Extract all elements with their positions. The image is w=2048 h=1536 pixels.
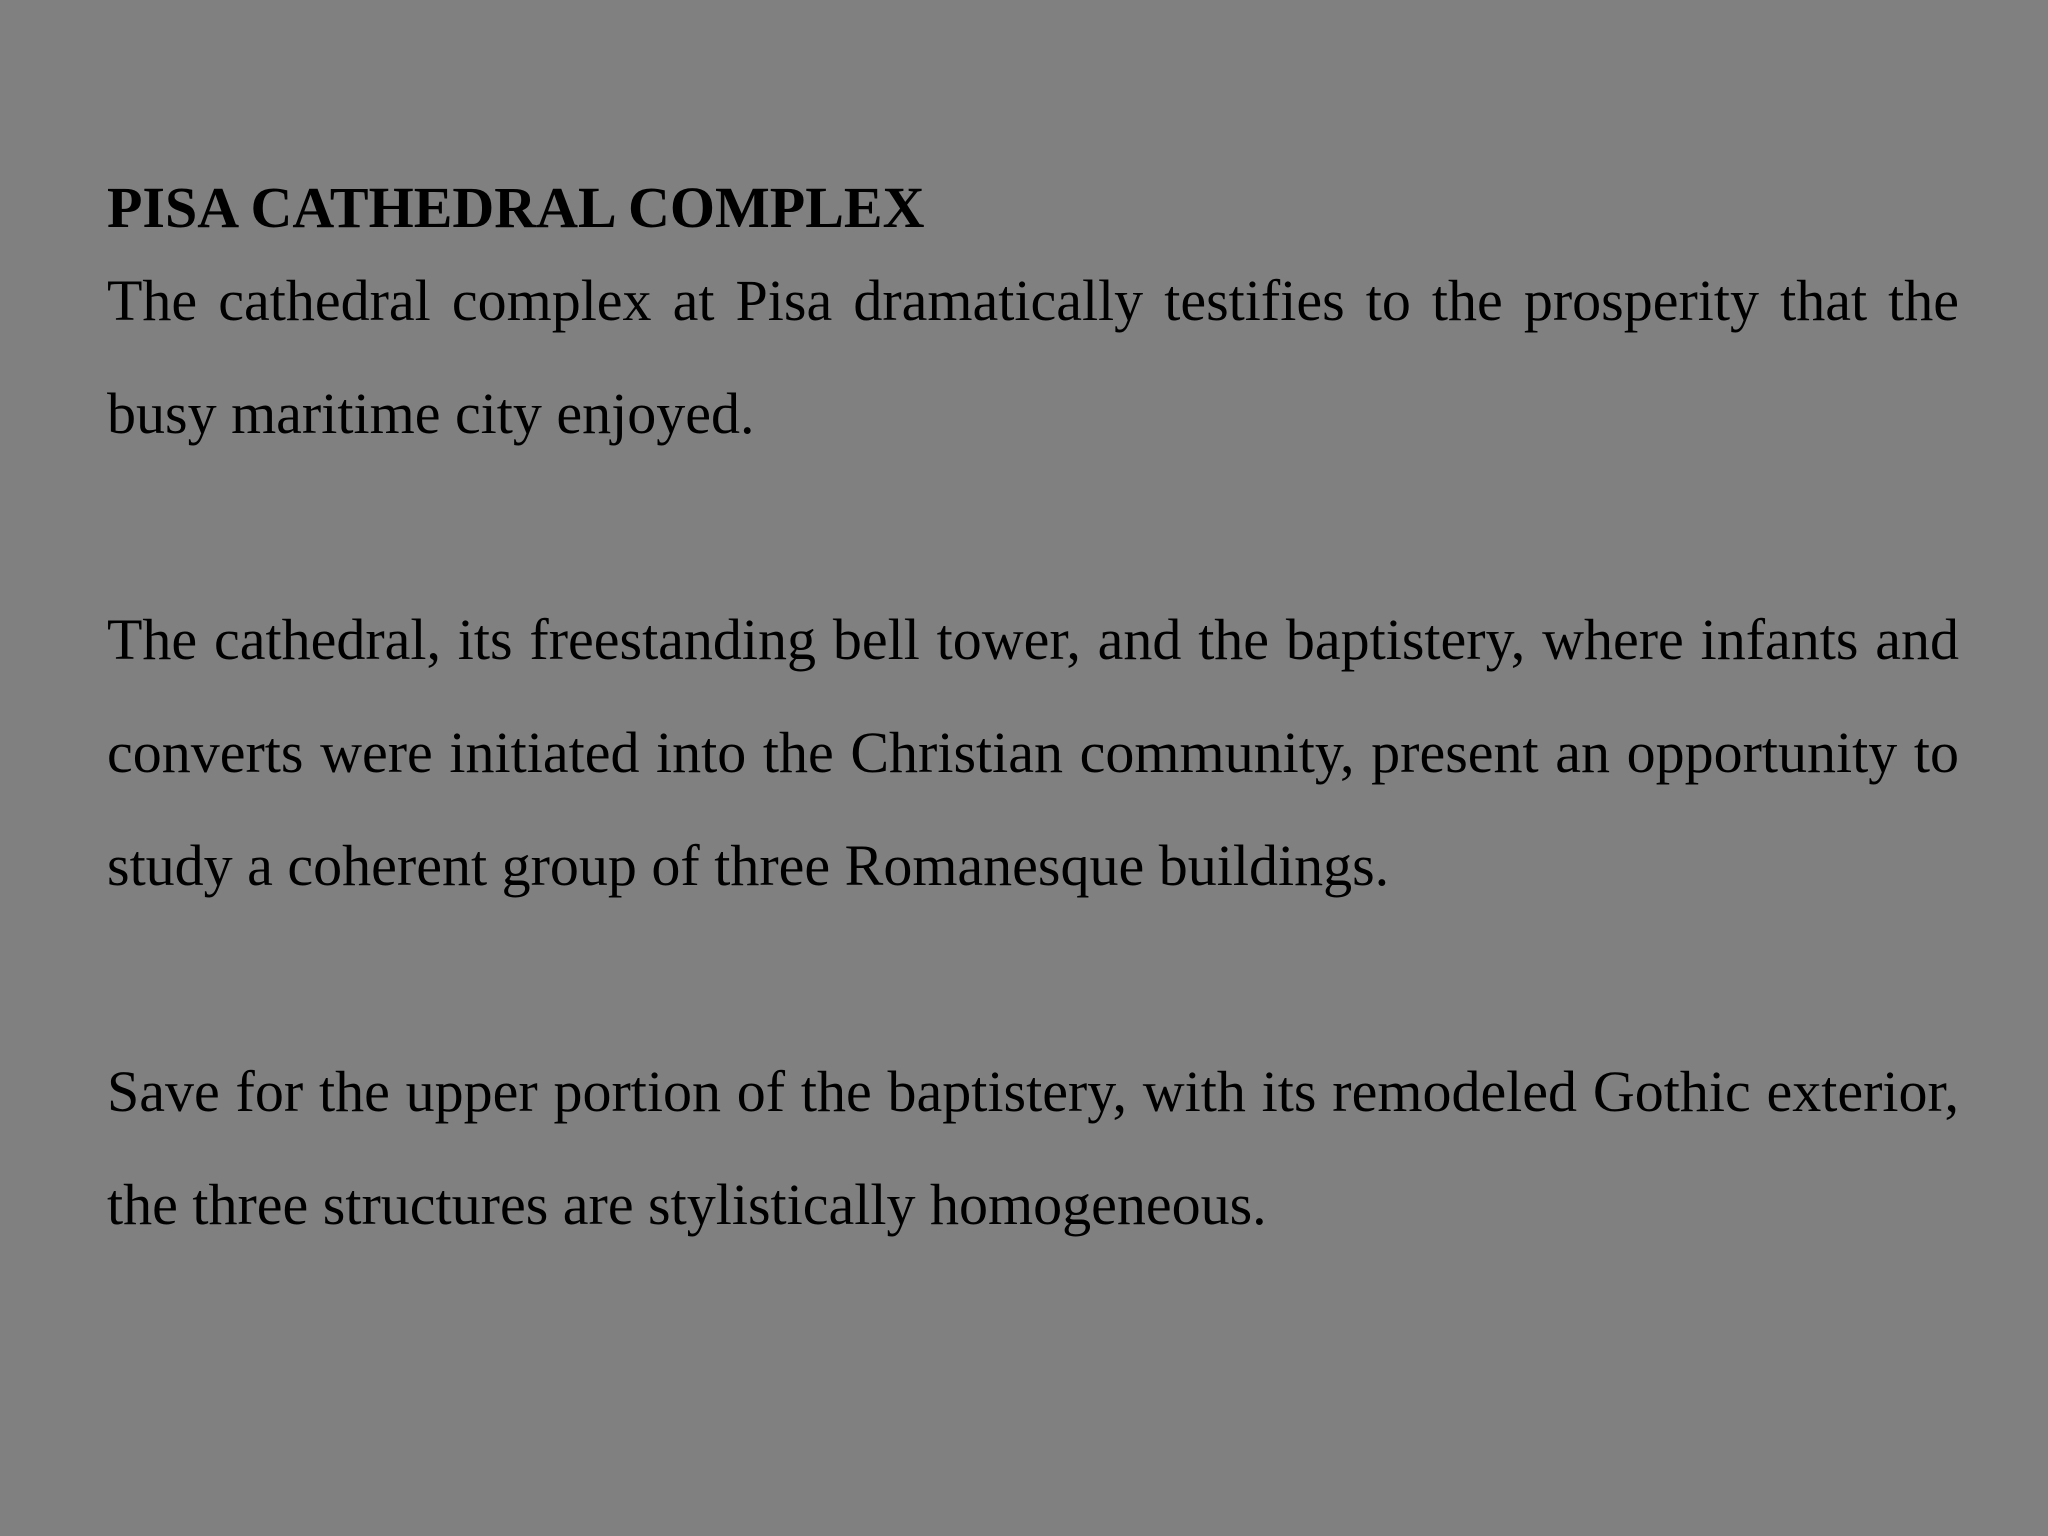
paragraph-prosperity: The cathedral complex at Pisa dramatically testifies to the prosperity that the busy maritime city enjoyed. <box>107 268 1959 446</box>
slide-content <box>107 172 1959 1261</box>
paragraph-homogeneous: Save for the upper portion of the baptistery, with its remodeled Gothic exterior, the three structures are stylistically homogeneous. <box>107 1059 1959 1237</box>
paragraph-three-buildings: The cathedral, its freestanding bell tower, and the baptistery, where infants and converts were initiated into the Christian community, present an opportunity to study a coherent group of three Romanesque buildings. <box>107 607 1959 898</box>
slide-title: PISA CATHEDRAL COMPLEX <box>107 175 925 240</box>
